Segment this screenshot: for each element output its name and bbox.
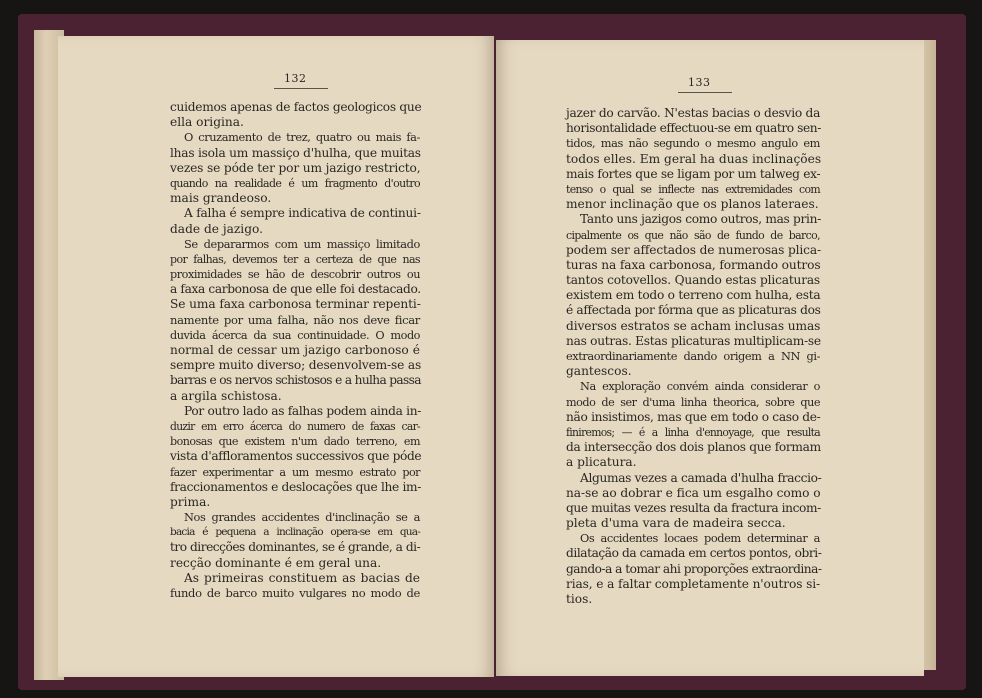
text-line: pleta d'uma vara de madeira secca. <box>566 516 786 531</box>
text-line: Algumas vezes a camada d'hulha fraccio- <box>580 470 822 485</box>
page-number-left: 132 <box>284 72 307 85</box>
text-line: Por outro lado as falhas podem ainda in- <box>184 403 422 418</box>
text-line: tios. <box>566 592 593 606</box>
header-rule-right <box>678 92 732 93</box>
text-line: fraccionamentos e deslocações que lhe im- <box>170 479 421 494</box>
text-line: As primeiras constituem as bacias de <box>184 570 420 585</box>
left-page <box>58 36 494 677</box>
text-line: duvida ácerca da sua continuidade. O modo <box>170 328 420 342</box>
text-line: namente por uma falha, não nos deve ficar <box>170 312 420 327</box>
text-line: na-se ao dobrar e fica um esgalho como o <box>566 485 821 500</box>
text-line: horisontalidade effectuou-se em quatro sen- <box>566 121 821 136</box>
text-line: dade de jazigo. <box>170 221 264 236</box>
right-page <box>496 40 924 676</box>
text-line: vezes se póde ter por um jazigo restricto, <box>170 160 421 175</box>
text-line: lhas isola um massiço d'hulha, que muitas <box>170 145 421 160</box>
text-line: gantescos. <box>566 364 632 379</box>
text-line: a plicatura. <box>566 455 637 470</box>
text-line: dilatação da camada em certos pontos, obri- <box>566 546 822 561</box>
text-line: fundo de barco muito vulgares no modo de <box>170 586 420 600</box>
text-line: bacia é pequena a inclinação opera-se em qua- <box>170 526 420 539</box>
text-line: nas outras. Estas plicaturas multiplicam-se <box>566 333 821 348</box>
text-line: turas na faxa carbonosa, formando outros <box>566 257 821 272</box>
text-line: jazer do carvão. N'estas bacias o desvio da <box>566 106 821 120</box>
text-line: tidos, mas não segundo o mesmo angulo em <box>566 136 820 151</box>
text-line: bonosas que existem n'um dado terreno, em <box>170 435 420 449</box>
text-line: fazer experimentar a um mesmo estrato por <box>170 465 420 479</box>
text-line: Na exploração convém ainda considerar o <box>580 380 820 394</box>
right-page-text <box>566 106 820 607</box>
text-line: sempre muito diverso; desenvolvem-se as <box>170 358 422 373</box>
text-line: a argila schistosa. <box>170 388 282 403</box>
text-line: Nos grandes accidentes d'inclinação se a <box>184 510 420 525</box>
text-line: finiremos; — é a linha d'ennoyage, que resulta <box>566 425 820 439</box>
text-line: vista d'affloramentos successivos que póde <box>170 449 422 464</box>
text-line: a faxa carbonosa de que elle foi destacado. <box>170 282 421 297</box>
text-line: cipalmente os que não são de fundo de barco, <box>566 228 820 242</box>
text-line: A falha é sempre indicativa de continui- <box>184 206 421 221</box>
text-line: modo de ser d'uma linha theorica, sobre que <box>566 395 820 409</box>
left-page-text <box>170 100 420 601</box>
text-line: é affectada por fórma que as plicaturas dos <box>566 303 821 318</box>
header-rule-left <box>274 88 328 89</box>
text-line: diversos estratos se acham inclusas umas <box>566 318 821 333</box>
text-line: Tanto uns jazigos como outros, mas prin- <box>580 212 821 227</box>
text-line: tantos cotovellos. Quando estas plicaturas <box>566 273 820 288</box>
text-line: barras e os nervos schistosos e a hulha passa <box>170 373 421 388</box>
text-line: quando na realidade é um fragmento d'outro <box>170 176 420 190</box>
text-line: mais grandeoso. <box>170 191 272 206</box>
text-line: proximidades se hão de descobrir outros ou <box>170 268 420 282</box>
text-line: por falhas, devemos ter a certeza de que nas <box>170 252 420 266</box>
text-line: cuidemos apenas de factos geologicos que <box>170 100 422 114</box>
text-line: que muitas vezes resulta da fractura incom- <box>566 500 821 515</box>
text-line: Se uma faxa carbonosa terminar repenti- <box>170 297 421 312</box>
text-line: normal de cessar um jazigo carbonoso é <box>170 343 420 357</box>
text-line: rias, e a faltar completamente n'outros si- <box>566 576 821 591</box>
text-line: todos elles. Em geral ha duas inclinações <box>566 151 822 166</box>
page-number-right: 133 <box>688 76 711 89</box>
text-line: ella origina. <box>170 115 244 130</box>
text-line: existem em todo o terreno com hulha, esta <box>566 288 821 303</box>
text-line: recção dominante é em geral una. <box>170 555 382 570</box>
text-line: gando-a a tomar ahi proporções extraordina- <box>566 561 822 576</box>
text-line: duzir em erro ácerca do numero de faxas car- <box>170 419 420 433</box>
text-line: tenso o qual se inflecte nas extremidades com <box>566 182 820 196</box>
text-line: extraordinariamente dando origem a NN gi- <box>566 349 820 363</box>
text-line: da intersecção dos dois planos que formam <box>566 440 821 455</box>
text-line: Os accidentes locaes podem determinar a <box>580 531 820 546</box>
text-line: não insistimos, mas que em todo o caso de- <box>566 409 821 424</box>
text-line: prima. <box>170 494 211 509</box>
text-line: tro direcções dominantes, se é grande, a di- <box>170 540 421 555</box>
text-line: Se depararmos com um massiço limitado <box>184 236 420 251</box>
text-line: menor inclinação que os planos lateraes. <box>566 197 819 212</box>
text-line: mais fortes que se ligam por um talweg ex- <box>566 166 821 181</box>
text-line: podem ser affectados de numerosas plica- <box>566 242 821 257</box>
text-line: O cruzamento de trez, quatro ou mais fa- <box>184 130 420 145</box>
